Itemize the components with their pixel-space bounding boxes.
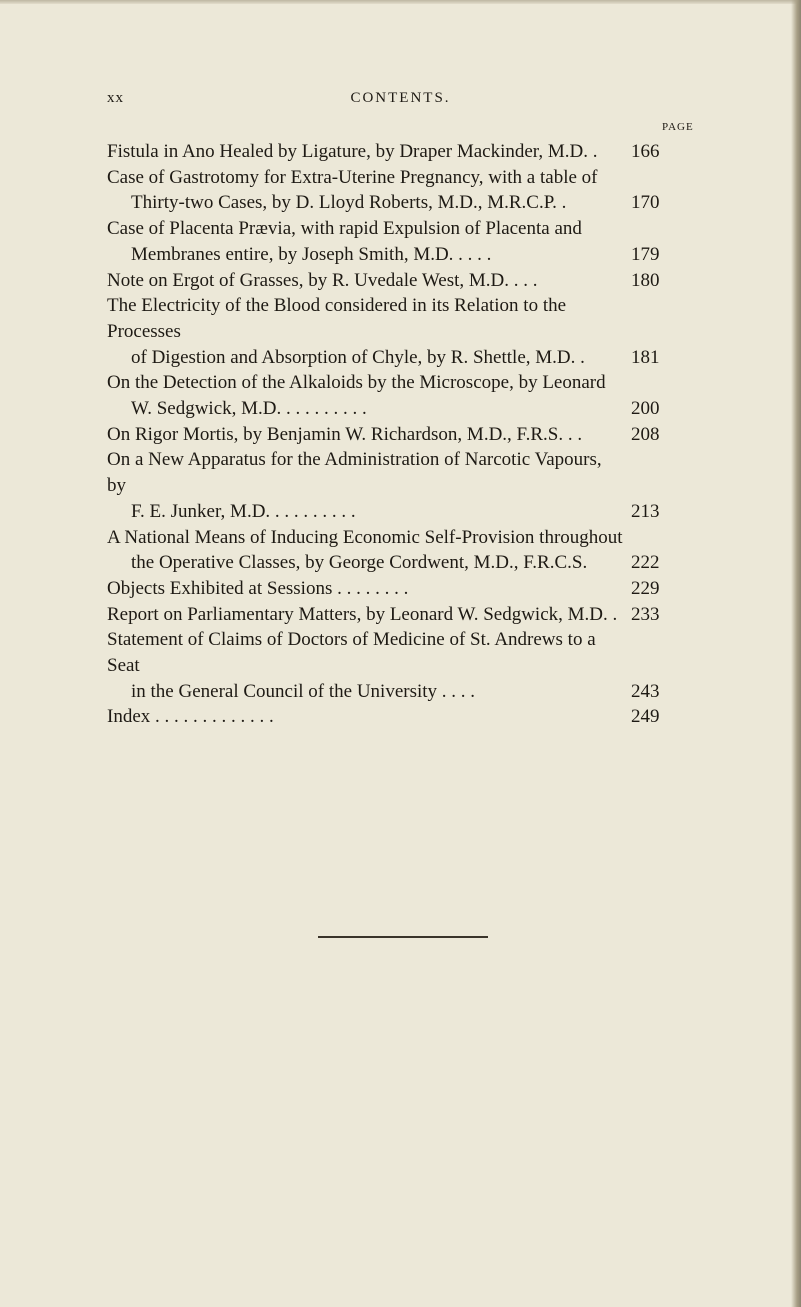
table-of-contents — [107, 139, 687, 730]
toc-entry-page: 208 — [631, 423, 660, 445]
toc-entry — [107, 627, 687, 704]
toc-entry — [107, 139, 687, 165]
toc-entry — [107, 293, 687, 370]
toc-entry-title-line: of Digestion and Absorption of Chyle, by R. Shettle, M.D. . — [131, 346, 585, 368]
toc-entry-title-line: On a New Apparatus for the Administration of Narcotic Vapours, by — [107, 449, 602, 497]
running-head: CONTENTS. — [350, 90, 451, 106]
toc-entry — [107, 602, 687, 628]
toc-entry — [107, 704, 687, 730]
toc-entry-page: 166 — [631, 141, 660, 162]
toc-entry-page: 222 — [631, 552, 660, 574]
toc-entry-title-line: A National Means of Inducing Economic Self-Provision throughout — [107, 526, 623, 548]
toc-entry — [107, 447, 687, 524]
page-column-label: PAGE — [662, 121, 694, 133]
section-rule — [318, 936, 488, 938]
toc-entry — [107, 525, 687, 576]
toc-entry-page: 233 — [631, 603, 660, 625]
toc-entry-title-line: Report on Parliamentary Matters, by Leonard W. Sedgwick, M.D. . — [107, 603, 618, 625]
toc-entry-page: 243 — [631, 680, 660, 702]
toc-entry-title-line: Index . . . . . . . . . . . . . — [107, 706, 274, 728]
toc-entry-title-line: Membranes entire, by Joseph Smith, M.D. . . . . — [131, 243, 492, 265]
toc-entry-page: 179 — [631, 243, 660, 265]
page-top-edge — [0, 0, 801, 4]
toc-entry-title-line: W. Sedgwick, M.D. . . . . . . . . . — [131, 398, 367, 420]
toc-entry-title-line: in the General Council of the University . . . . — [131, 680, 476, 702]
page-number: xx — [107, 90, 124, 106]
toc-entry-title-line: Case of Placenta Prævia, with rapid Expulsion of Placenta and — [107, 218, 582, 240]
toc-entry-title-line: the Operative Classes, by George Cordwent, M.D., F.R.C.S. — [131, 552, 588, 574]
toc-entry-title-line: Case of Gastrotomy for Extra-Uterine Pregnancy, with a table of — [107, 166, 598, 188]
page-right-edge — [791, 0, 801, 1307]
toc-entry-page: 249 — [631, 706, 660, 728]
toc-entry-title-line: On Rigor Mortis, by Benjamin W. Richardson, M.D., F.R.S. . . — [107, 423, 583, 445]
toc-entry-page: 180 — [631, 269, 660, 291]
toc-entry-title-line: Fistula in Ano Healed by Ligature, by Draper Mackinder, M.D. . — [107, 141, 598, 162]
toc-entry-page: 200 — [631, 398, 660, 420]
toc-entry — [107, 268, 687, 294]
toc-entry-page: 181 — [631, 346, 660, 368]
toc-entry-title-line: Thirty-two Cases, by D. Lloyd Roberts, M.D., M.R.C.P. . — [131, 192, 567, 214]
toc-entry-title-line: Note on Ergot of Grasses, by R. Uvedale West, M.D. . . . — [107, 269, 538, 291]
toc-entry — [107, 422, 687, 448]
toc-entry-page: 213 — [631, 500, 660, 522]
toc-entry-title-line: The Electricity of the Blood considered in its Relation to the Processes — [107, 295, 567, 342]
toc-entry — [107, 165, 687, 216]
toc-entry — [107, 216, 687, 267]
toc-entry — [107, 370, 687, 421]
toc-entry-title-line: F. E. Junker, M.D. . . . . . . . . . — [131, 500, 356, 522]
toc-entry — [107, 576, 687, 602]
toc-entry-title-line: Statement of Claims of Doctors of Medicine of St. Andrews to a Seat — [107, 629, 596, 677]
toc-entry-title-line: On the Detection of the Alkaloids by the Microscope, by Leonard — [107, 372, 606, 394]
toc-entry-page: 229 — [631, 577, 660, 599]
toc-entry-title-line: Objects Exhibited at Sessions . . . . . . . . — [107, 577, 409, 599]
toc-entry-page: 170 — [631, 192, 660, 214]
